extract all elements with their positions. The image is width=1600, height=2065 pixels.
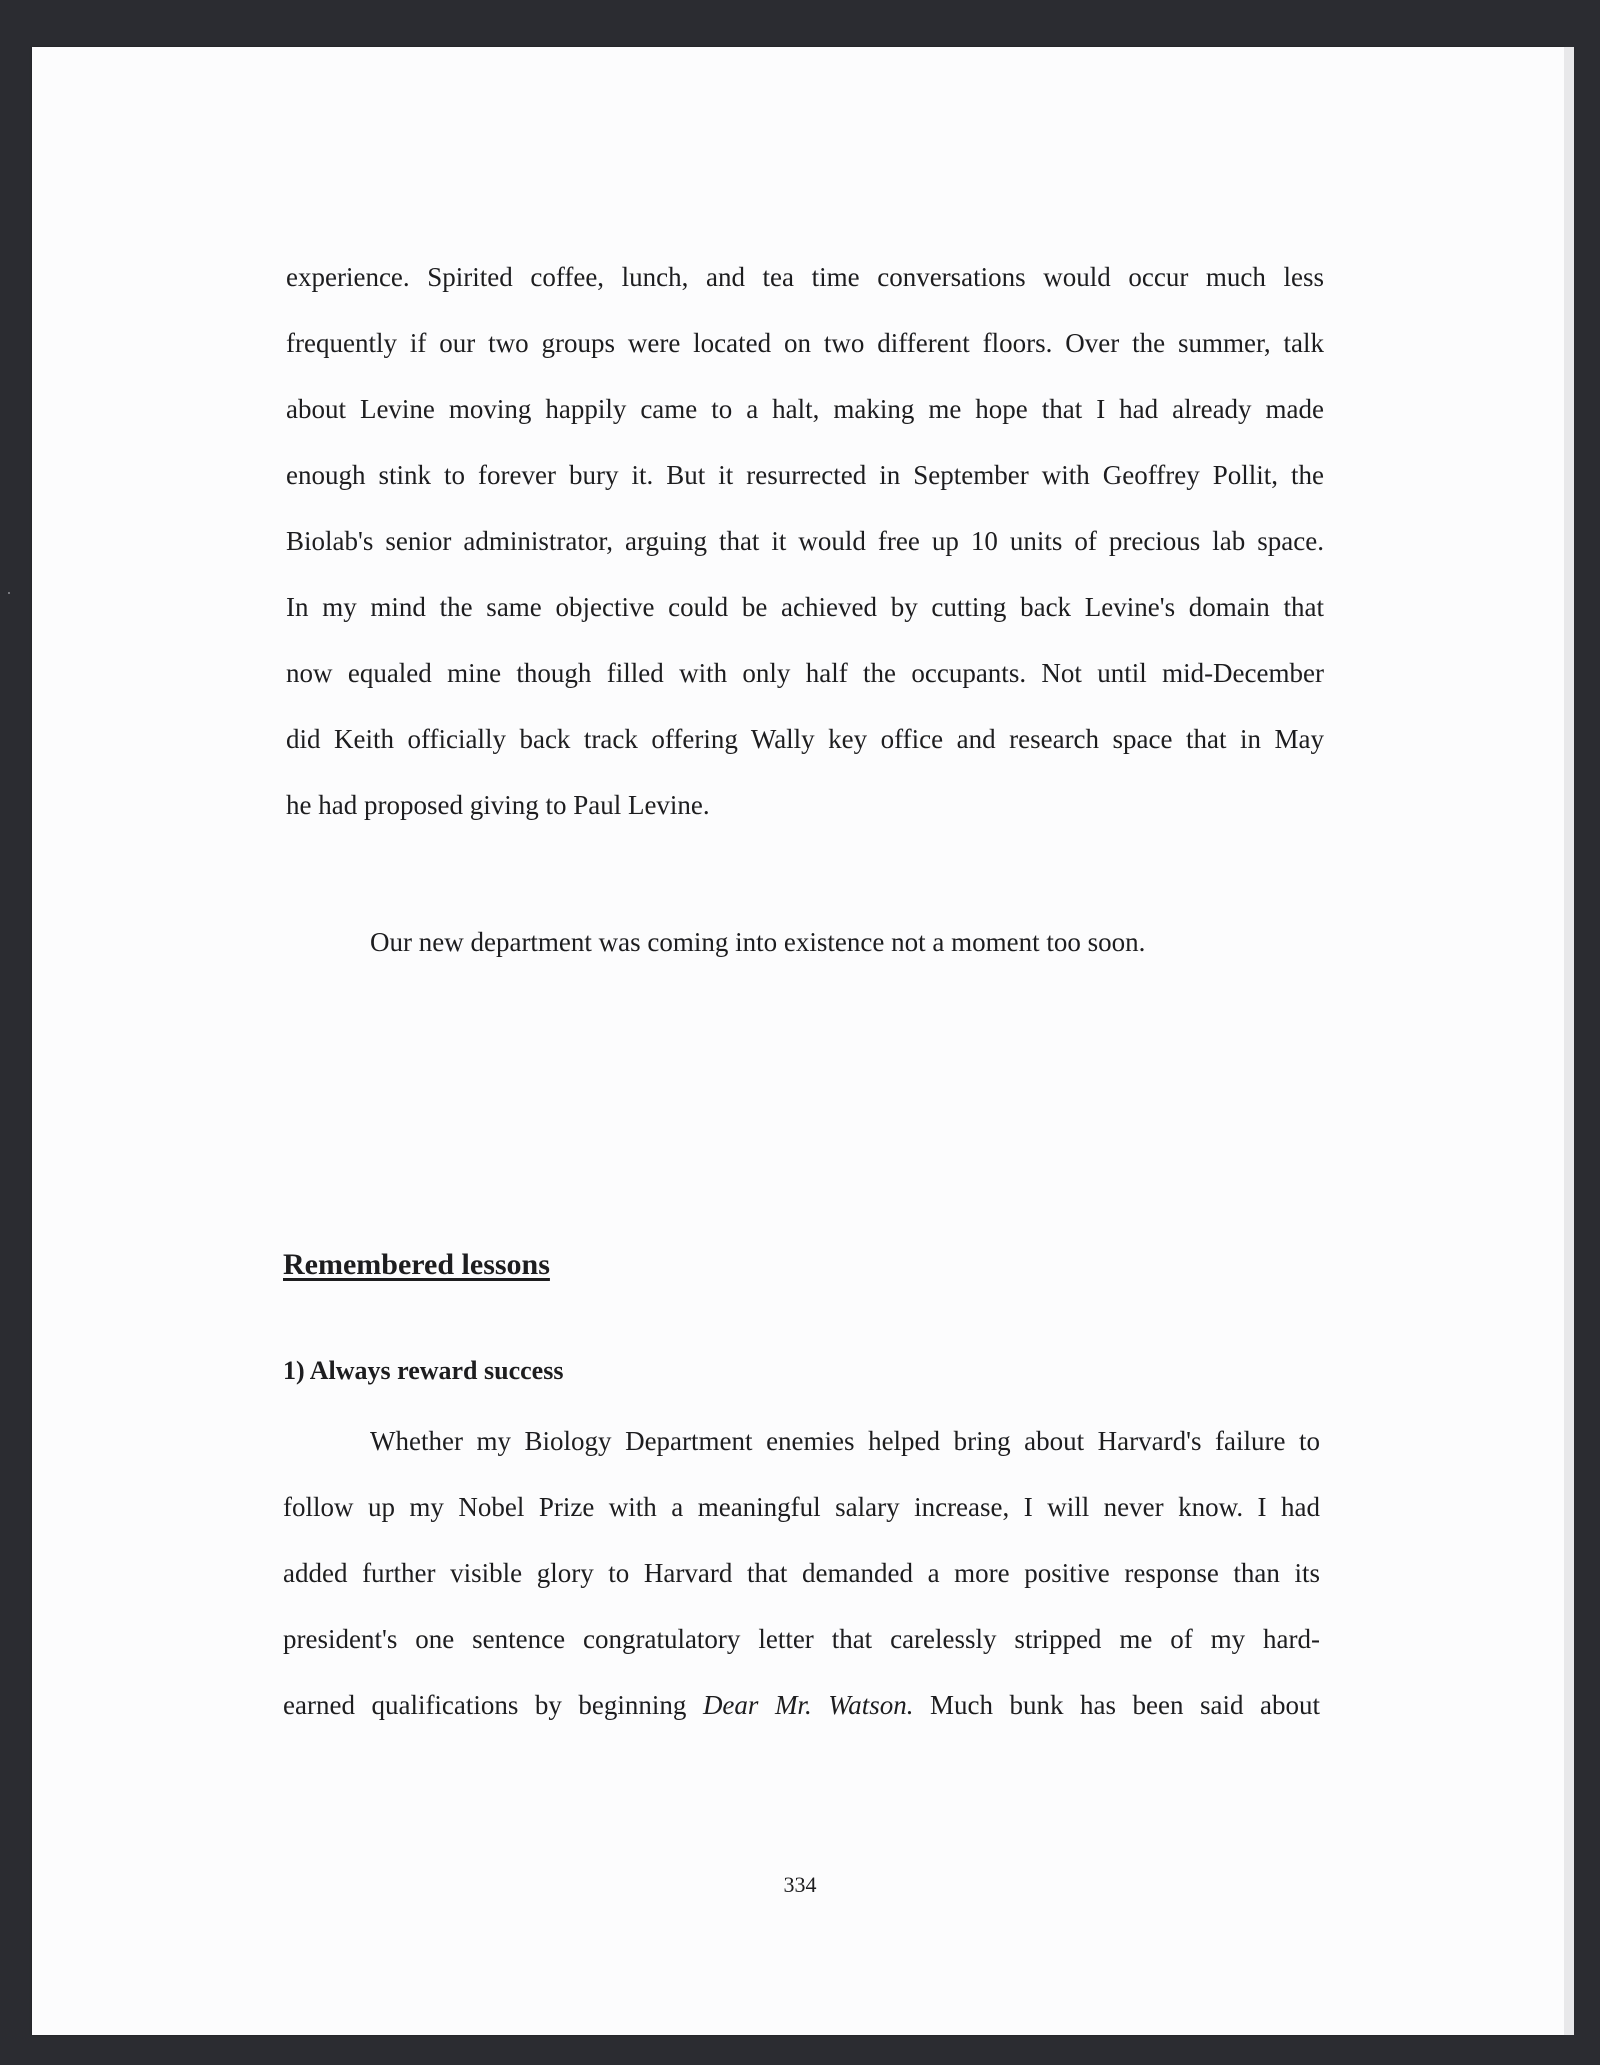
text-line: Biolab's senior administrator, arguing that it would free up 10 units of precious lab space.	[286, 526, 1324, 556]
text-segment: earned qualifications by beginning	[283, 1690, 703, 1720]
text-line: enough stink to forever bury it. But it resurrected in September with Geoffrey Pollit, the	[286, 460, 1324, 490]
text-line: Whether my Biology Department enemies helped bring about Harvard's failure to	[370, 1426, 1320, 1456]
text-line: president's one sentence congratulatory letter that carelessly stripped me of my hard-	[283, 1624, 1320, 1654]
page-edge	[1564, 47, 1574, 2035]
text-line: about Levine moving happily came to a halt, making me hope that I had already made	[286, 394, 1324, 424]
paragraph-1	[286, 244, 1324, 838]
paragraph-3	[283, 1408, 1320, 1738]
scan-speck	[8, 592, 10, 594]
text-line: added further visible glory to Harvard that demanded a more positive response than its	[283, 1558, 1320, 1588]
text-line: did Keith officially back track offering Wally key office and research space that in May	[286, 724, 1324, 754]
text-line: In my mind the same objective could be achieved by cutting back Levine's domain that	[286, 592, 1324, 622]
text-line: he had proposed giving to Paul Levine.	[286, 790, 710, 820]
text-line: now equaled mine though filled with only half the occupants. Not until mid-December	[286, 658, 1324, 688]
text-line: frequently if our two groups were located on two different floors. Over the summer, talk	[286, 328, 1324, 358]
text-line: follow up my Nobel Prize with a meaningful salary increase, I will never know. I had	[283, 1492, 1320, 1522]
page-number: 334	[783, 1872, 817, 1897]
lesson-subheading: 1) Always reward success	[283, 1356, 564, 1385]
text-line	[283, 1672, 1320, 1738]
paragraph-2: Our new department was coming into existence not a moment too soon.	[370, 927, 1146, 957]
text-segment: Much bunk has been said about	[913, 1690, 1320, 1720]
text-line: experience. Spirited coffee, lunch, and tea time conversations would occur much less	[286, 262, 1324, 292]
salutation-italic: Dear Mr. Watson.	[702, 1690, 914, 1720]
section-heading: Remembered lessons	[283, 1248, 550, 1281]
